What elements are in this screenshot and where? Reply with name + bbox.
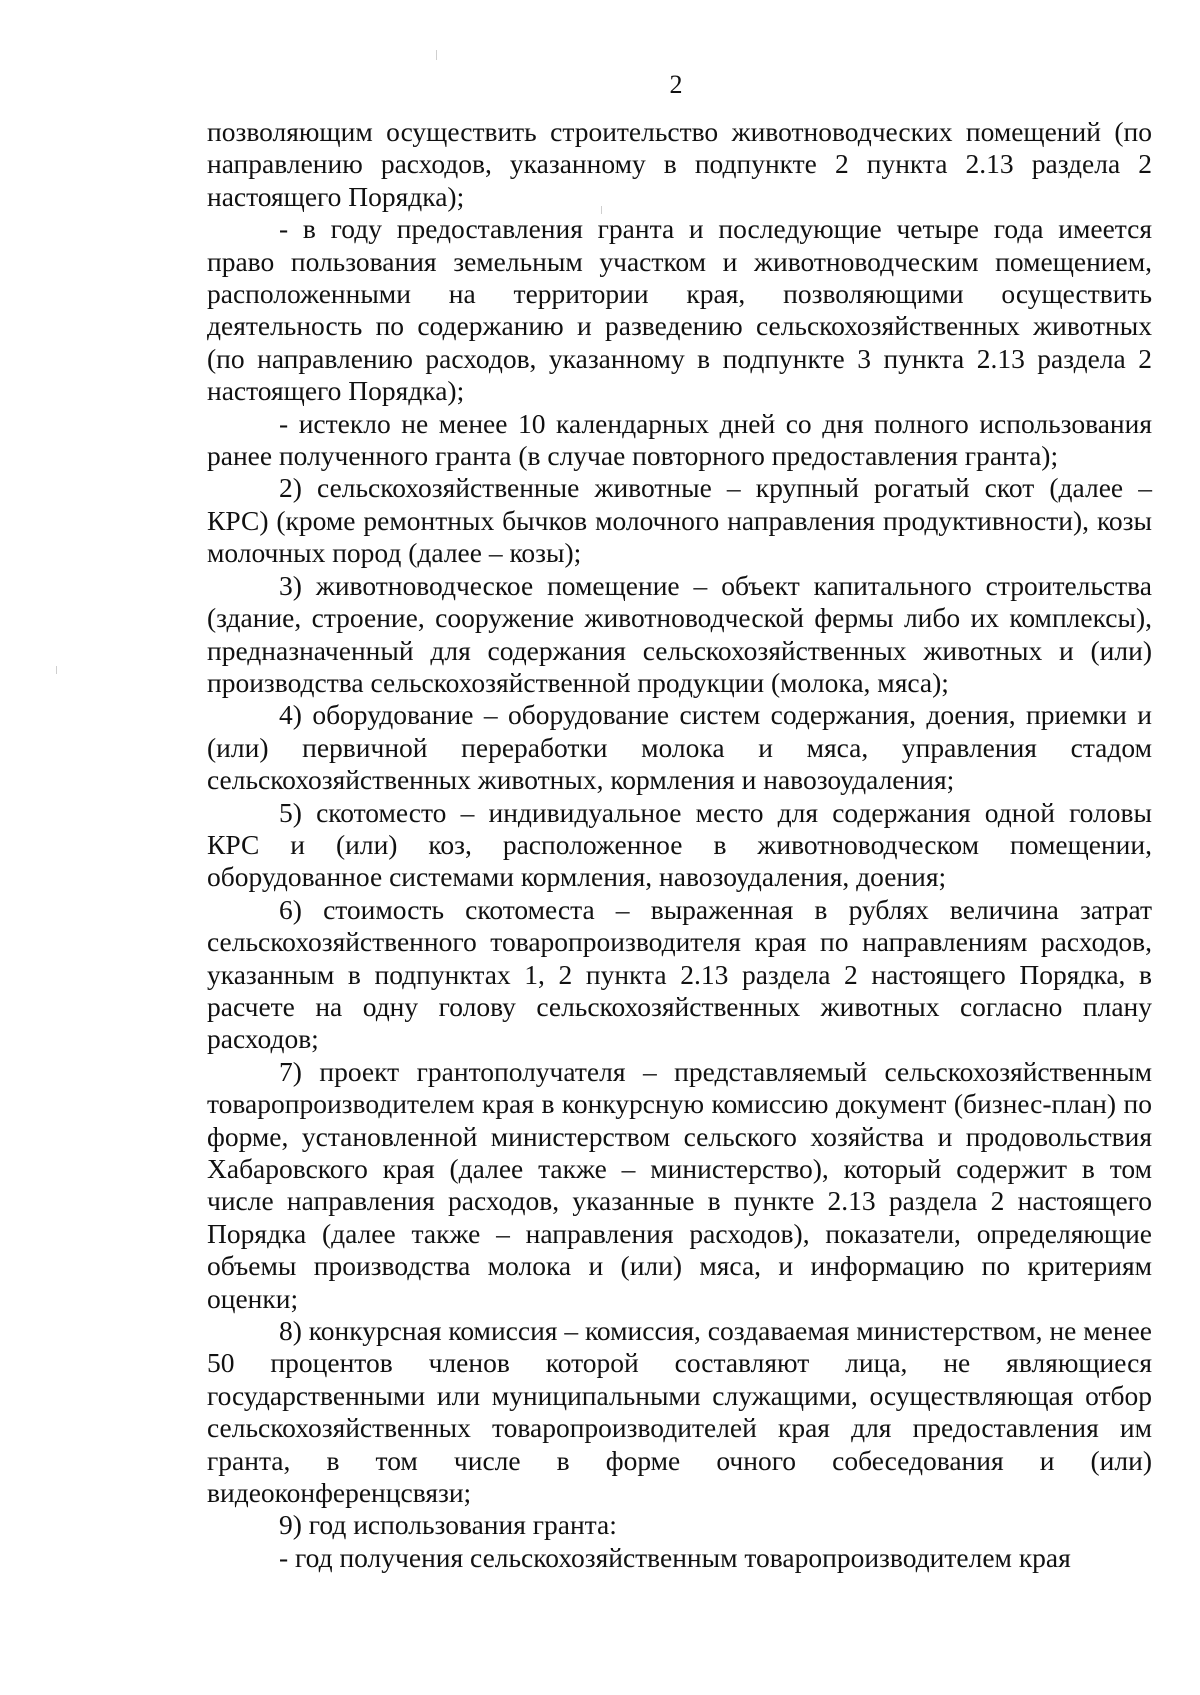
paragraph: 9) год использования гранта: — [279, 1509, 617, 1541]
paragraph: 6) стоимость скотоместа – выраженная в рублях величина затрат сельскохозяйственного товаропроизводителя края по направлениям расходов, указанным в подпунктах 1, 2 пункта 2.13 раздела 2 настоящего Порядка, в расчете на одну голову сельскохозяйственных животных согласно плану расходов; — [207, 893, 1152, 1055]
paragraph: - истекло не менее 10 календарных дней со дня полного использования ранее полученного гранта (в случае повторного предоставления гранта); — [207, 407, 1152, 472]
paragraph: 4) оборудование – оборудование систем содержания, доения, приемки и (или) первичной переработки молока и мяса, управления стадом сельскохозяйственных животных, кормления и навозоудаления; — [207, 699, 1152, 796]
scan-artifact — [56, 666, 57, 674]
paragraph: 3) животноводческое помещение – объект капитального строительства (здание, строение, сооружение животноводческой фермы либо их комплексы), предназначенный для содержания сельскохозяйственных животных и (или) производства сельскохозяйственной продукции (молока, мяса); — [207, 569, 1152, 698]
paragraph: 2) сельскохозяйственные животные – крупный рогатый скот (далее – КРС) (кроме ремонтных бычков молочного направления продуктивности), козы молочных пород (далее – козы); — [207, 472, 1152, 569]
paragraph: позволяющим осуществить строительство животноводческих помещений (по направлению расходов, указанному в подпункте 2 пункта 2.13 раздела 2 настоящего Порядка); — [207, 116, 1152, 212]
document-body — [207, 116, 1152, 1574]
paragraph: 5) скотоместо – индивидуальное место для содержания одной головы КРС и (или) коз, расположенное в животноводческом помещении, оборудованное системами кормления, навозоудаления, доения; — [207, 796, 1152, 893]
scan-artifact — [436, 50, 437, 60]
paragraph: 8) конкурсная комиссия – комиссия, создаваемая министерством, не менее 50 процентов членов которой составляют лица, не являющиеся государственными или муниципальными служащими, осуществляющая отбор сельскохозяйственных товаропроизводителей края для предоставления им гранта, в том числе в форме очного собеседования и (или) видеоконференцсвязи; — [207, 1315, 1152, 1509]
paragraph: 7) проект грантополучателя – представляемый сельскохозяйственным товаропроизводителем края в конкурсную комиссию документ (бизнес-план) по форме, установленной министерством сельского хозяйства и продовольствия Хабаровского края (далее также – министерство), который содержит в том числе направления расходов, указанные в пункте 2.13 раздела 2 настоящего Порядка (далее также – направления расходов), показатели, определяющие объемы производства молока и (или) мяса, и информацию по критериям оценки; — [207, 1055, 1152, 1314]
paragraph: - в году предоставления гранта и последующие четыре года имеется право пользования земельным участком и животноводческим помещением, расположенными на территории края, позволяющими осуществить деятельность по содержанию и разведению сельскохозяйственных животных (по направлению расходов, указанному в подпункте 3 пункта 2.13 раздела 2 настоящего Порядка); — [207, 213, 1152, 407]
paragraph: - год получения сельскохозяйственным товаропроизводителем края — [279, 1541, 1071, 1573]
page-number: 2 — [669, 70, 683, 99]
